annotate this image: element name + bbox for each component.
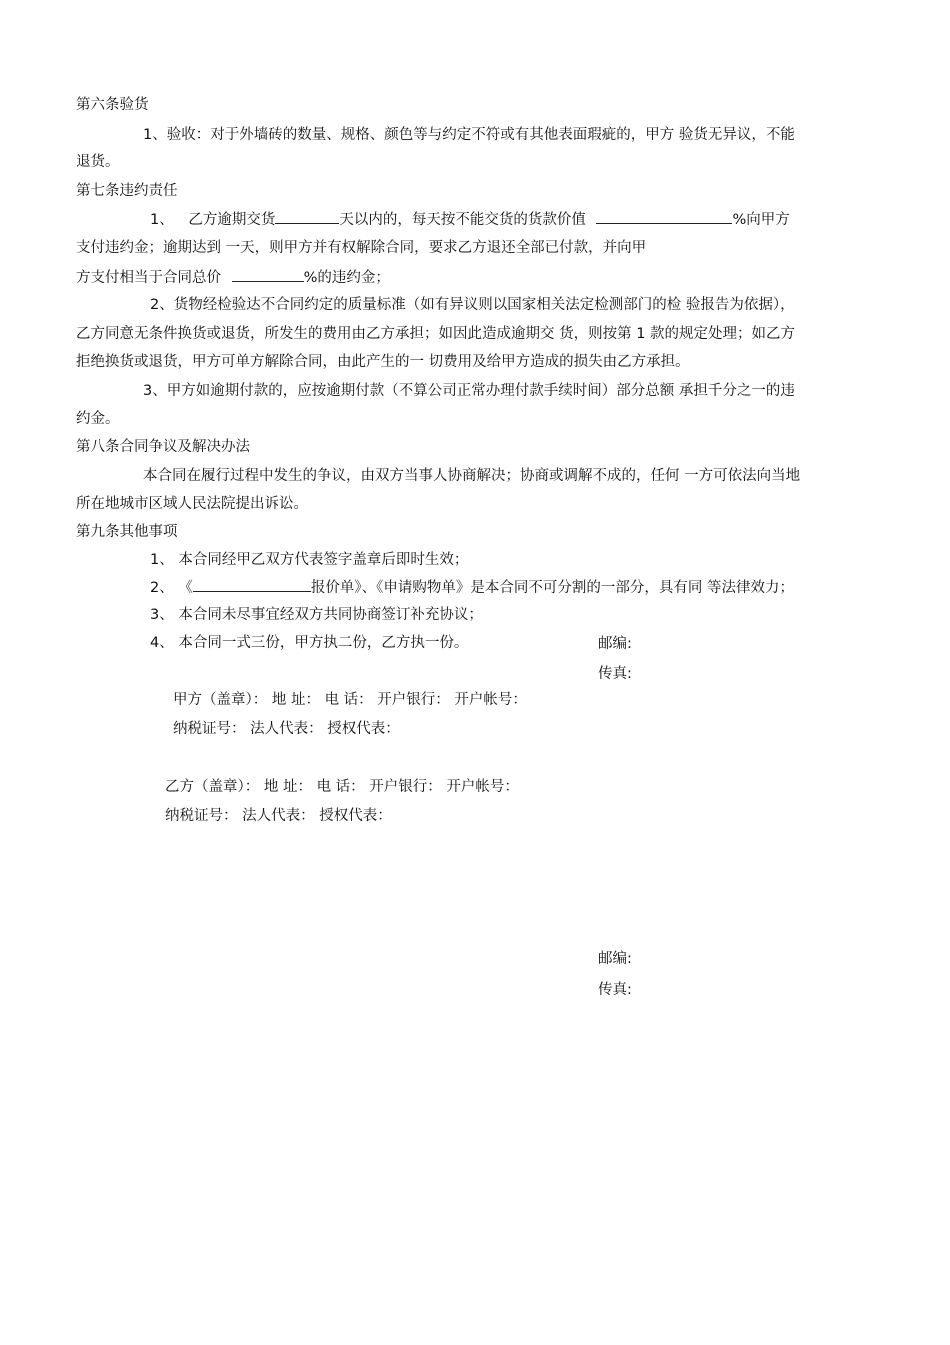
article-9-item-3: 3、 本合同未尽事宜经双方共同协商签订补充协议； [150, 607, 483, 623]
article-7-item-2-line-1: 2、货物经检验达不合同约定的质量标准（如有异议则以国家相关法定检测部门的检 验报告为依据）， [150, 297, 795, 313]
item-text: %向甲方 [732, 212, 790, 228]
party-b-info-line-1: 乙方（盖章）： 地 址： 电 话： 开户银行： 开户帐号： [165, 779, 519, 795]
article-9-item-1: 1、 本合同经甲乙双方代表签字盖章后即时生效； [150, 552, 469, 568]
article-9-item-2 [150, 577, 794, 598]
party-a-info-line-1: 甲方（盖章）： 地 址： 电 话： 开户银行： 开户帐号： [173, 692, 527, 708]
article-7-heading: 第七条违约责任 [76, 183, 178, 199]
article-7-item-3-line-2: 约金。 [76, 411, 120, 427]
article-7-item-1-line-2: 支付违约金；逾期达到 一天，则甲方并有权解除合同，要求乙方退还全部已付款，并向甲 [76, 240, 647, 256]
item-number: 1、 [150, 212, 174, 228]
blank-days-field [275, 209, 339, 224]
party-a-fax-label: 传真: [598, 666, 632, 682]
item-text: %的违约金； [303, 270, 390, 286]
item-text: 乙方逾期交货 [188, 212, 276, 228]
blank-quote-name-field [193, 577, 311, 592]
article-6-item-1-line-2: 退货。 [76, 154, 120, 170]
item-text: 2、 《 [150, 580, 193, 596]
article-7-item-3-line-1: 3、甲方如逾期付款的，应按逾期付款（不算公司正常办理付款手续时间）部分总额 承担千分之一的违 [143, 383, 795, 399]
item-text: 方支付相当于合同总价 [76, 270, 221, 286]
article-8-heading: 第八条合同争议及解决办法 [76, 439, 250, 455]
party-a-info-line-2: 纳税证号： 法人代表： 授权代表： [173, 721, 400, 737]
party-b-info-line-2: 纳税证号： 法人代表： 授权代表： [165, 808, 392, 824]
article-6-item-1-line-1: 1、验收：对于外墙砖的数量、规格、颜色等与约定不符或有其他表面瑕疵的，甲方 验货无异议，不能 [143, 127, 795, 143]
article-9-heading: 第九条其他事项 [76, 524, 178, 540]
item-text: 天以内的，每天按不能交货的货款价值 [339, 212, 586, 228]
article-7-item-1-line-1 [150, 209, 790, 230]
party-a-postcode-label: 邮编: [598, 636, 632, 652]
blank-total-percent-field [232, 267, 304, 282]
article-7-item-2-line-3: 拒绝换货或退货，甲方可单方解除合同，由此产生的一 切费用及给甲方造成的损失由乙方承担。 [76, 354, 690, 370]
article-7-item-1-line-3 [76, 267, 390, 288]
item-text: 报价单》、《申请购物单》是本合同不可分割的一部分，具有同 等法律效力； [310, 580, 794, 596]
party-b-fax-label: 传真: [598, 982, 632, 998]
blank-percent-field [596, 209, 732, 224]
article-9-item-4: 4、 本合同一式三份，甲方执二份，乙方执一份。 [150, 635, 469, 651]
article-8-line-1: 本合同在履行过程中发生的争议，由双方当事人协商解决；协商或调解不成的，任何 一方可依法向当地 [143, 468, 801, 484]
article-7-item-2-line-2: 乙方同意无条件换货或退货，所发生的费用由乙方承担；如因此造成逾期交 货，则按第 1 款的规定处理；如乙方 [76, 326, 796, 342]
party-b-postcode-label: 邮编: [598, 951, 632, 967]
article-8-line-2: 所在地城市区域人民法院提出诉讼。 [76, 496, 308, 512]
article-6-heading: 第六条验货 [76, 97, 149, 113]
